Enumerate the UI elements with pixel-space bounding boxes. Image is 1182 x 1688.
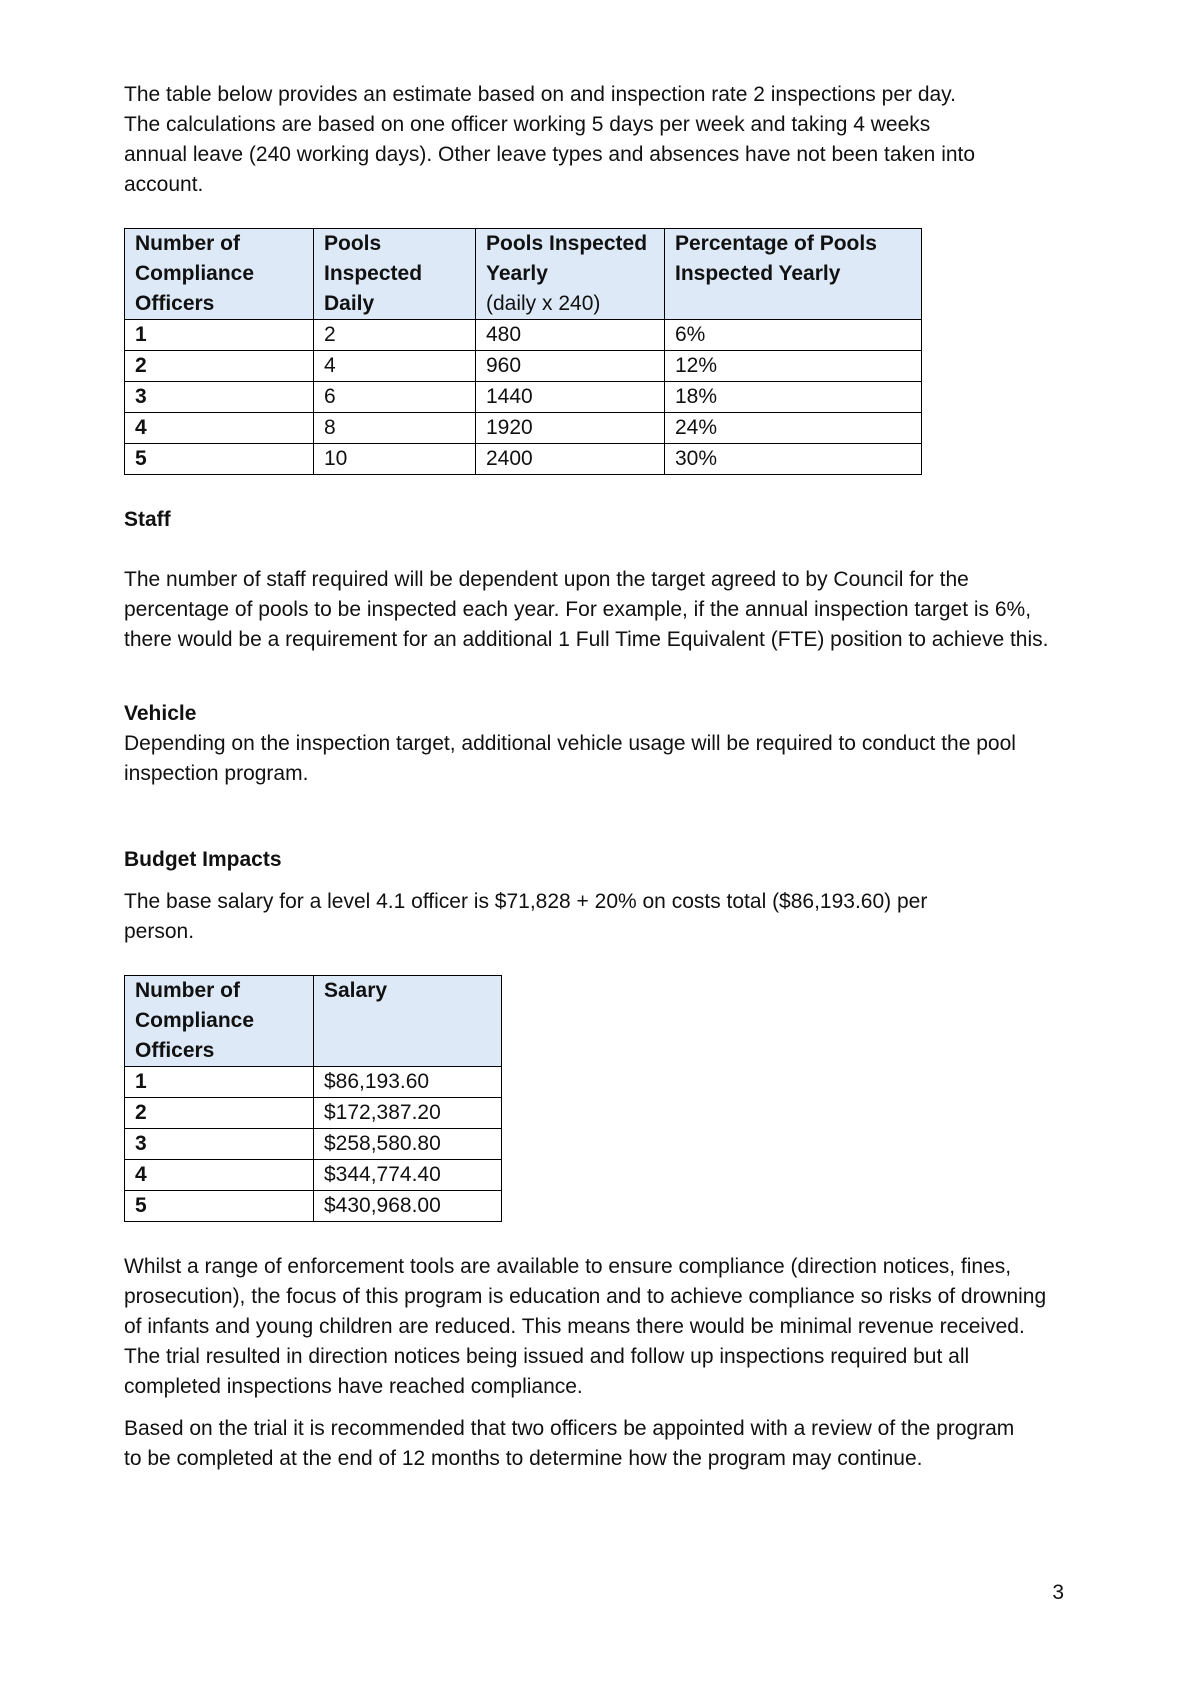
header-percentage: Percentage of Pools Inspected Yearly <box>665 229 922 320</box>
cell-officers: 3 <box>125 1129 314 1160</box>
cell-officers: 4 <box>125 413 314 444</box>
salary-table <box>124 975 502 1222</box>
header-pools-daily: Pools Inspected Daily <box>314 229 476 320</box>
cell-daily: 10 <box>314 444 476 475</box>
document-page <box>124 80 1064 1474</box>
cell-officers: 5 <box>125 1191 314 1222</box>
table-row <box>125 1191 502 1222</box>
cell-yearly: 480 <box>476 320 665 351</box>
budget-heading: Budget Impacts <box>124 848 282 871</box>
table-row <box>125 351 922 382</box>
header-pools-yearly <box>476 229 665 320</box>
cell-percentage: 30% <box>665 444 922 475</box>
cell-daily: 8 <box>314 413 476 444</box>
cell-daily: 4 <box>314 351 476 382</box>
cell-officers: 3 <box>125 382 314 413</box>
cell-daily: 2 <box>314 320 476 351</box>
cell-salary: $86,193.60 <box>314 1067 502 1098</box>
cell-percentage: 18% <box>665 382 922 413</box>
budget-paragraph: The base salary for a level 4.1 officer is $71,828 + 20% on costs total ($86,193.60) per person. <box>124 890 928 943</box>
intro-paragraph: The table below provides an estimate based on and inspection rate 2 inspections per day. The calculations are based on one officer working 5 days per week and taking 4 weeks annual leave (240 working days). Other leave types and absences have not been taken into account. <box>124 83 976 196</box>
header-officers: Number of Compliance Officers <box>125 229 314 320</box>
cell-officers: 4 <box>125 1160 314 1191</box>
header-salary: Salary <box>314 976 502 1067</box>
page-number: 3 <box>1052 1581 1064 1604</box>
cell-salary: $258,580.80 <box>314 1129 502 1160</box>
cell-salary: $430,968.00 <box>314 1191 502 1222</box>
cell-officers: 1 <box>125 320 314 351</box>
table-row <box>125 413 922 444</box>
table-row <box>125 320 922 351</box>
table-row <box>125 1067 502 1098</box>
cell-percentage: 24% <box>665 413 922 444</box>
vehicle-heading: Vehicle <box>124 702 197 725</box>
cell-officers: 2 <box>125 351 314 382</box>
cell-percentage: 12% <box>665 351 922 382</box>
header-pools-yearly-note: (daily x 240) <box>486 292 601 315</box>
cell-officers: 5 <box>125 444 314 475</box>
table-header-row <box>125 229 922 320</box>
table-header-row <box>125 976 502 1067</box>
header-pools-yearly-label: Pools Inspected Yearly <box>486 232 648 285</box>
cell-yearly: 960 <box>476 351 665 382</box>
table-row <box>125 1098 502 1129</box>
header-officers: Number of Compliance Officers <box>125 976 314 1067</box>
cell-yearly: 1440 <box>476 382 665 413</box>
cell-yearly: 1920 <box>476 413 665 444</box>
staff-heading: Staff <box>124 508 171 531</box>
cell-yearly: 2400 <box>476 444 665 475</box>
cell-daily: 6 <box>314 382 476 413</box>
cell-officers: 2 <box>125 1098 314 1129</box>
table-row <box>125 1129 502 1160</box>
table-row <box>125 382 922 413</box>
recommendation-paragraph: Based on the trial it is recommended that two officers be appointed with a review of the program to be completed at the end of 12 months to determine how the program may continue. <box>124 1417 1015 1470</box>
inspection-table <box>124 228 922 475</box>
staff-paragraph: The number of staff required will be dependent upon the target agreed to by Council for the percentage of pools to be inspected each year. For example, if the annual inspection target is 6%, there would be a requirement for an additional 1 Full Time Equivalent (FTE) position to achieve this. <box>124 568 1049 651</box>
vehicle-paragraph: Depending on the inspection target, additional vehicle usage will be required to conduct the pool inspection program. <box>124 732 1016 785</box>
cell-percentage: 6% <box>665 320 922 351</box>
cell-officers: 1 <box>125 1067 314 1098</box>
cell-salary: $344,774.40 <box>314 1160 502 1191</box>
table-row <box>125 444 922 475</box>
enforcement-paragraph: Whilst a range of enforcement tools are available to ensure compliance (direction notices, fines, prosecution), the focus of this program is education and to achieve compliance so risks of drowning of infants and young children are reduced. This means there would be minimal revenue received. The trial resulted in direction notices being issued and follow up inspections required but all completed inspections have reached compliance. <box>124 1255 1047 1398</box>
cell-salary: $172,387.20 <box>314 1098 502 1129</box>
table-row <box>125 1160 502 1191</box>
